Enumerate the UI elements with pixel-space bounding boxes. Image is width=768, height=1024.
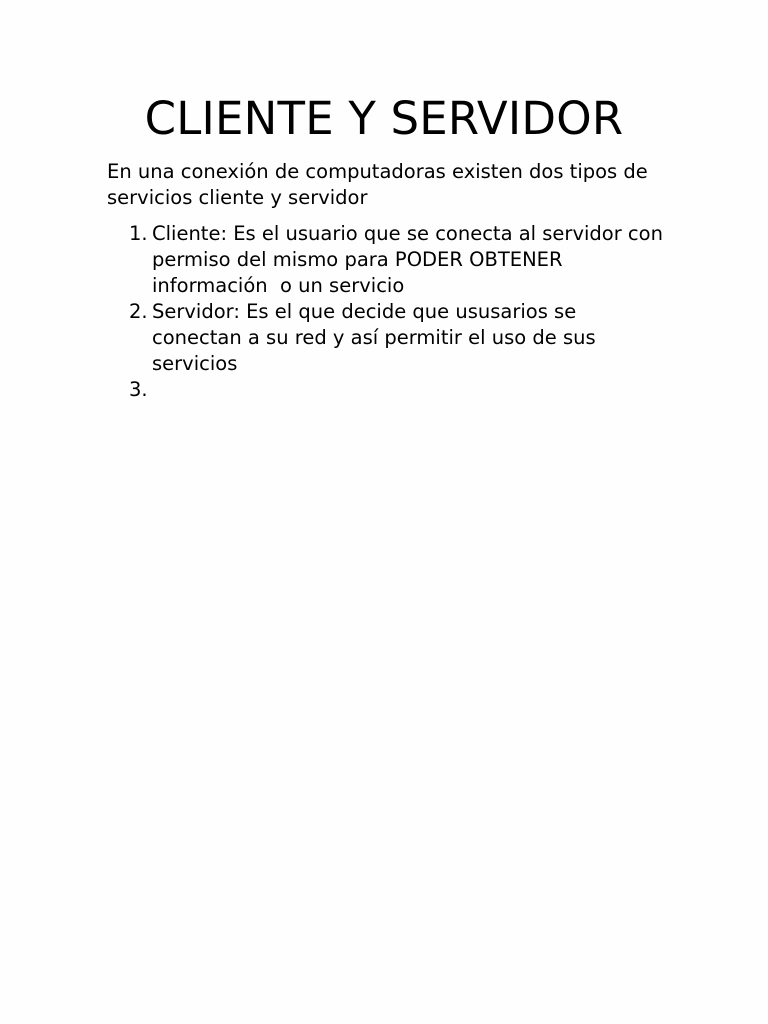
list-item: [107, 221, 670, 299]
page-title: CLIENTE Y SERVIDOR: [144, 92, 624, 145]
list-item: [107, 377, 667, 403]
numbered-list: [107, 221, 670, 403]
list-item-number: 3.: [129, 378, 148, 401]
list-item: [107, 299, 667, 377]
list-item-text: Servidor: Es el que decide que ususarios se conectan a su red y así permitir el uso de sus servicios: [152, 300, 602, 375]
list-item-number: 1.: [129, 222, 148, 245]
list-item-number: 2.: [129, 300, 148, 323]
intro-paragraph: En una conexión de computadoras existen dos tipos de servicios cliente y servidor: [107, 160, 648, 209]
list-item-text: Cliente: Es el usuario que se conecta al servidor con permiso del mismo para PODER OBTENER información o un servicio: [152, 222, 670, 297]
